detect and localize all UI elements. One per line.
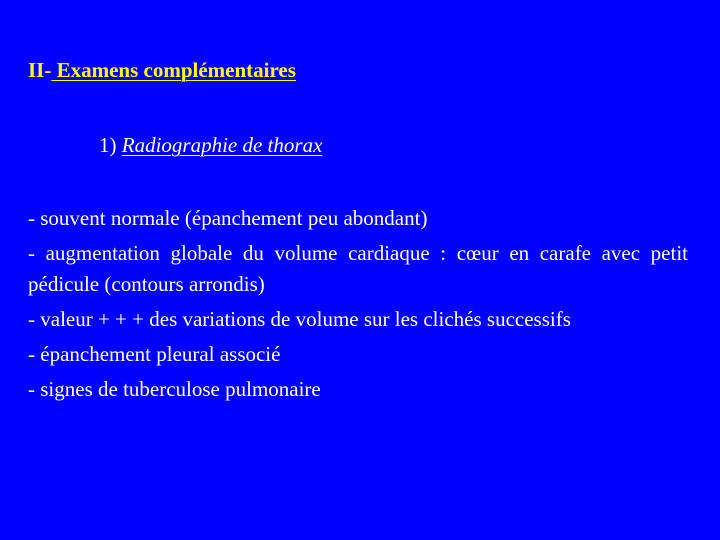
subsection-heading — [99, 131, 322, 159]
bullet-item: - valeur + + + des variations de volume sur les clichés successifs — [28, 307, 571, 331]
bullet-item: - souvent normale (épanchement peu abondant) — [28, 206, 428, 230]
section-title: Examens complémentaires — [51, 58, 296, 82]
bullet-item: - augmentation globale du volume cardiaque : cœur en carafe avec petit pédicule (contours arrondis) — [28, 241, 688, 296]
bullet-item: - signes de tuberculose pulmonaire — [28, 377, 321, 401]
section-number: II- — [28, 58, 52, 82]
subsection-title: Radiographie de thorax — [121, 133, 323, 157]
subsection-number: 1) — [99, 133, 117, 157]
bullet-item: - épanchement pleural associé — [28, 342, 281, 366]
section-heading — [28, 56, 296, 84]
bullet-list — [28, 203, 688, 409]
